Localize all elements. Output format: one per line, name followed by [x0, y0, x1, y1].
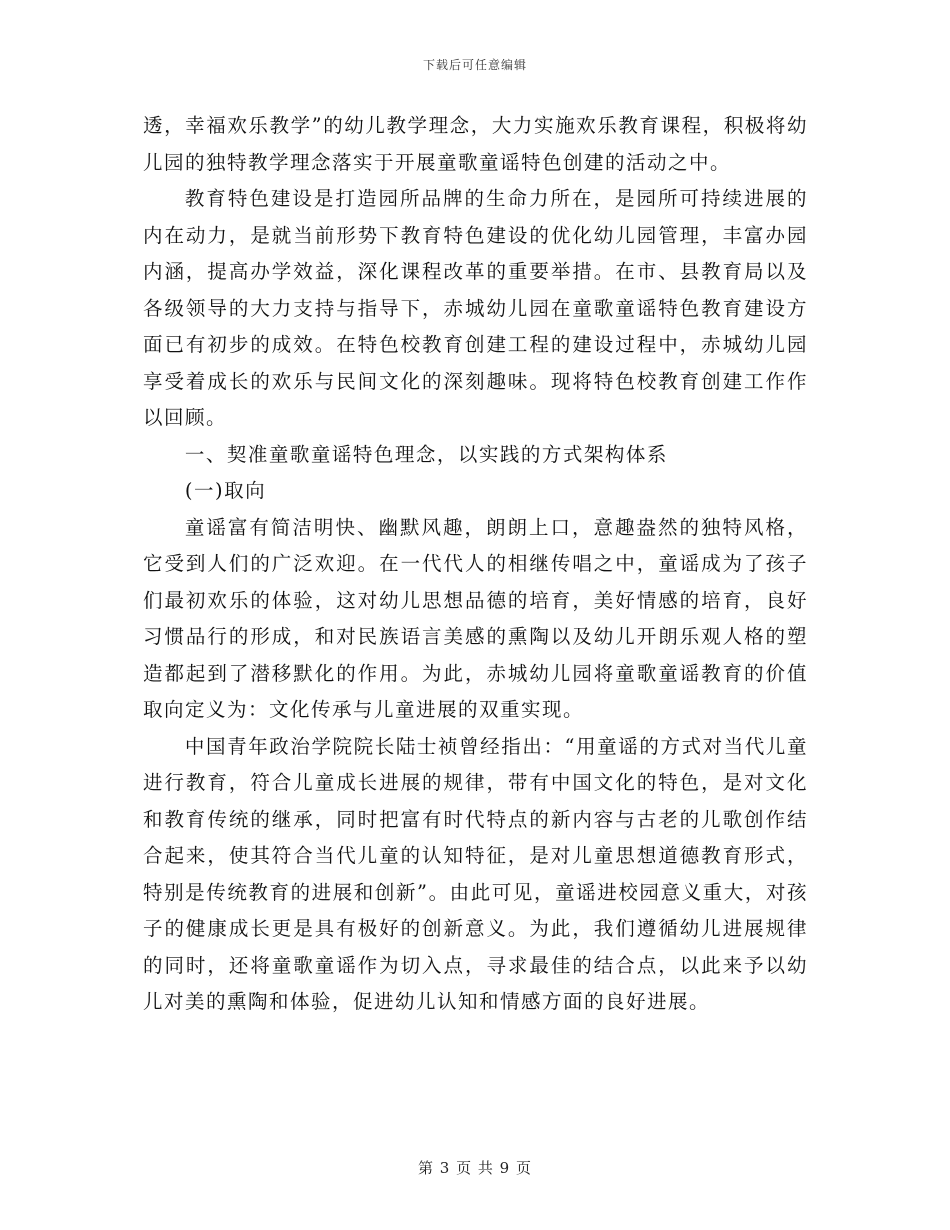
document-body — [143, 108, 808, 1021]
paragraph: 童谣富有简洁明快、幽默风趣，朗朗上口，意趣盎然的独特风格，它受到人们的广泛欢迎。在一代代人的相继传唱之中，童谣成为了孩子们最初欢乐的体验，这对幼儿思想品德的培育，美好情感的培育，良好习惯品行的形成，和对民族语言美感的熏陶以及幼儿开朗乐观人格的塑造都起到了潜移默化的作用。为此，赤城幼儿园将童歌童谣教育的价值取向定义为：文化传承与儿童进展的双重实现。 — [143, 515, 808, 721]
paragraph: 中国青年政治学院院长陆士祯曾经指出：“用童谣的方式对当代儿童进行教育，符合儿童成长进展的规律，带有中国文化的特色，是对文化和教育传统的继承，同时把富有时代特点的新内容与古老的儿歌创作结合起来，使其符合当代儿童的认知特征，是对儿童思想道德教育形式，特别是传统教育的进展和创新”。由此可见，童谣进校园意义重大，对孩子的健康成长更是具有极好的创新意义。为此，我们遵循幼儿进展规律的同时，还将童歌童谣作为切入点，寻求最佳的结合点，以此来予以幼儿对美的熏陶和体验，促进幼儿认知和情感方面的良好进展。 — [143, 734, 808, 1013]
paragraph: 教育特色建设是打造园所品牌的生命力所在，是园所可持续进展的内在动力，是就当前形势下教育特色建设的优化幼儿园管理，丰富办园内涵，提高办学效益，深化课程改革的重要举措。在市、县教育局以及各级领导的大力支持与指导下，赤城幼儿园在童歌童谣特色教育建设方面已有初步的成效。在特色校教育创建工程的建设过程中，赤城幼儿园享受着成长的欢乐与民间文化的深刻趣味。现将特色校教育创建工作作以回顾。 — [143, 187, 808, 429]
page-footer: 第 3 页 共 9 页 — [418, 1159, 532, 1177]
page-header: 下载后可任意编辑 — [422, 58, 527, 72]
subsection-heading: (一)取向 — [184, 479, 267, 502]
paragraph: 透，幸福欢乐教学”的幼儿教学理念，大力实施欢乐教育课程，积极将幼儿园的独特教学理念落实于开展童歌童谣特色创建的活动之中。 — [143, 114, 808, 174]
section-heading: 一、契准童歌童谣特色理念，以实践的方式架构体系 — [184, 442, 668, 466]
